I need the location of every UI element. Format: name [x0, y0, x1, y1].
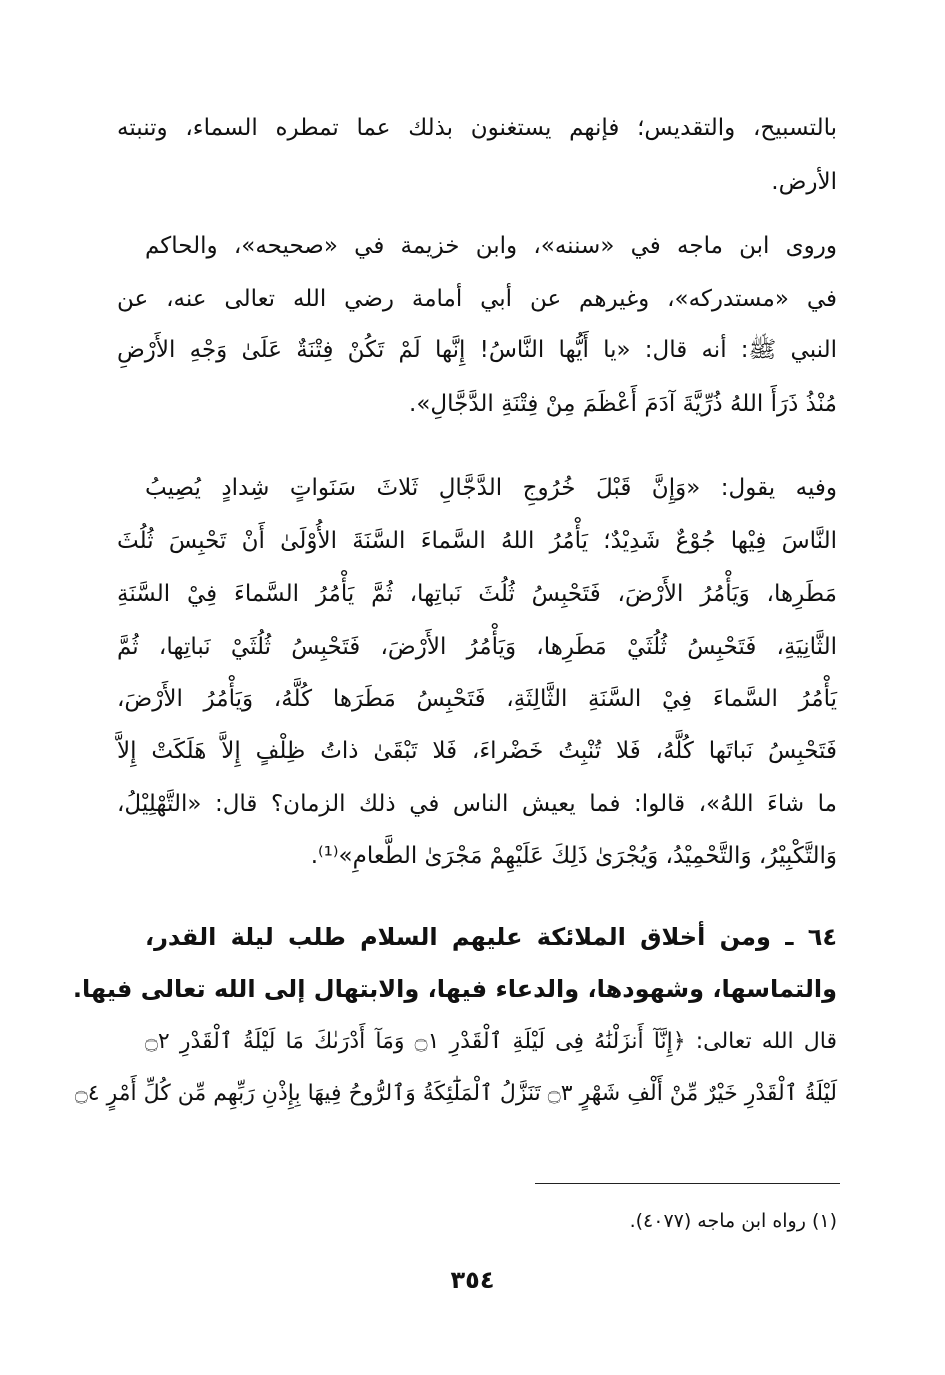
text-line: وفيه يقول: «وَإِنَّ قَبْلَ خُرُوجِ الدَّجَّالِ ثَلاثَ سَنَواتٍ شِدادٍ يُصِيبُ — [145, 475, 837, 501]
text-line: يَأْمُرُ السَّماءَ فِيْ السَّنَةِ الثَّالِثَةِ، فَتَحْبِسُ مَطَرَها كُلَّهُ، وَيَأْمُرُ الأَرْضَ، — [117, 686, 837, 712]
text-line: الثَّانِيَةِ، فَتَحْبِسُ ثُلُثَيْ مَطَرِها، وَيَأْمُرُ الأَرْضَ، فَتَحْبِسُ ثُلُثَيْ نَباتِها، ثُمَّ — [117, 634, 837, 660]
footnote-divider — [535, 1183, 840, 1184]
text-line: بالتسبيح، والتقديس؛ فإنهم يستغنون بذلك عما تمطره السماء، وتنبته — [117, 115, 837, 141]
text-line: في «مستدركه»، وغيرهم عن أبي أمامة رضي الله تعالى عنه، عن — [117, 286, 837, 312]
text-line: مُنْذُ ذَرَأَ اللهُ ذُرِّيَّةَ آدَمَ أَعْظَمَ مِنْ فِتْنَةِ الدَّجَّالِ». — [409, 391, 837, 417]
page-number: ٣٥٤ — [450, 1266, 495, 1294]
quran-verse-line: لَيْلَةُ ٱلْقَدْرِ خَيْرٌ مِّنْ أَلْفِ شَهْرٍ ۝٣ تَنَزَّلُ ٱلْمَلَٰٓئِكَةُ وَٱلرُّوحُ فِيهَا بِإِذْنِ رَبِّهِم مِّن كُلِّ أَمْرٍ ۝٤ — [74, 1081, 837, 1106]
text-line: فَتَحْبِسُ نَباتَها كُلَّهُ، فَلا تُنْبِتُ خَضْراءَ، فَلا تَبْقَىٰ ذاتُ ظِلْفٍ إِلاَّ هَلَكَتْ إِلاَّ — [117, 738, 837, 764]
text-line: الأرض. — [771, 169, 837, 195]
footnote: (١) رواه ابن ماجه (٤٠٧٧). — [629, 1210, 837, 1232]
text-line: النبي ﷺ: أنه قال: «يا أَيُّها النَّاسُ! إِنَّها لَمْ تَكُنْ فِتْنَةٌ عَلَىٰ وَجْهِ الأَرْضِ — [117, 337, 837, 363]
section-heading: والتماسها، وشهودها، والدعاء فيها، والابتهال إلى الله تعالى فيها. — [72, 975, 837, 1003]
text-line: مَطَرِها، وَيَأْمُرُ الأَرْضَ، فَتَحْبِسُ ثُلُثَ نَباتِها، ثُمَّ يَأْمُرُ السَّماءَ فِيْ السَّنَةِ — [117, 581, 837, 607]
text-line: وروى ابن ماجه في «سننه»، وابن خزيمة في «صحيحه»، والحاكم — [145, 233, 837, 259]
section-heading: ٦٤ ـ ومن أخلاق الملائكة عليهم السلام طلب ليلة القدر، — [145, 923, 837, 951]
text-line: وَالتَّكْبِيْرُ، وَالتَّحْمِيْدُ، وَيُجْرَىٰ ذَلِكَ عَلَيْهِمْ مَجْرَىٰ الطَّعامِ»⁽¹⁾. — [310, 843, 837, 869]
text-line: ما شاءَ اللهُ»، قالوا: فما يعيش الناس في ذلك الزمان؟ قال: «التَّهْلِيْلُ، — [117, 791, 837, 817]
quran-verse-line: قال الله تعالى: ﴿إِنَّآ أَنزَلْنَٰهُ فِى لَيْلَةِ ٱلْقَدْرِ ۝١ وَمَآ أَدْرَىٰكَ مَا لَيْلَةُ ٱلْقَدْرِ ۝٢ — [145, 1029, 837, 1054]
text-line: النَّاسَ فِيْها جُوْعٌ شَدِيْدٌ؛ يَأْمُرُ اللهُ السَّماءَ السَّنَةَ الأُوْلَىٰ أَنْ تَحْبِسَ ثُلُثَ — [117, 528, 837, 554]
